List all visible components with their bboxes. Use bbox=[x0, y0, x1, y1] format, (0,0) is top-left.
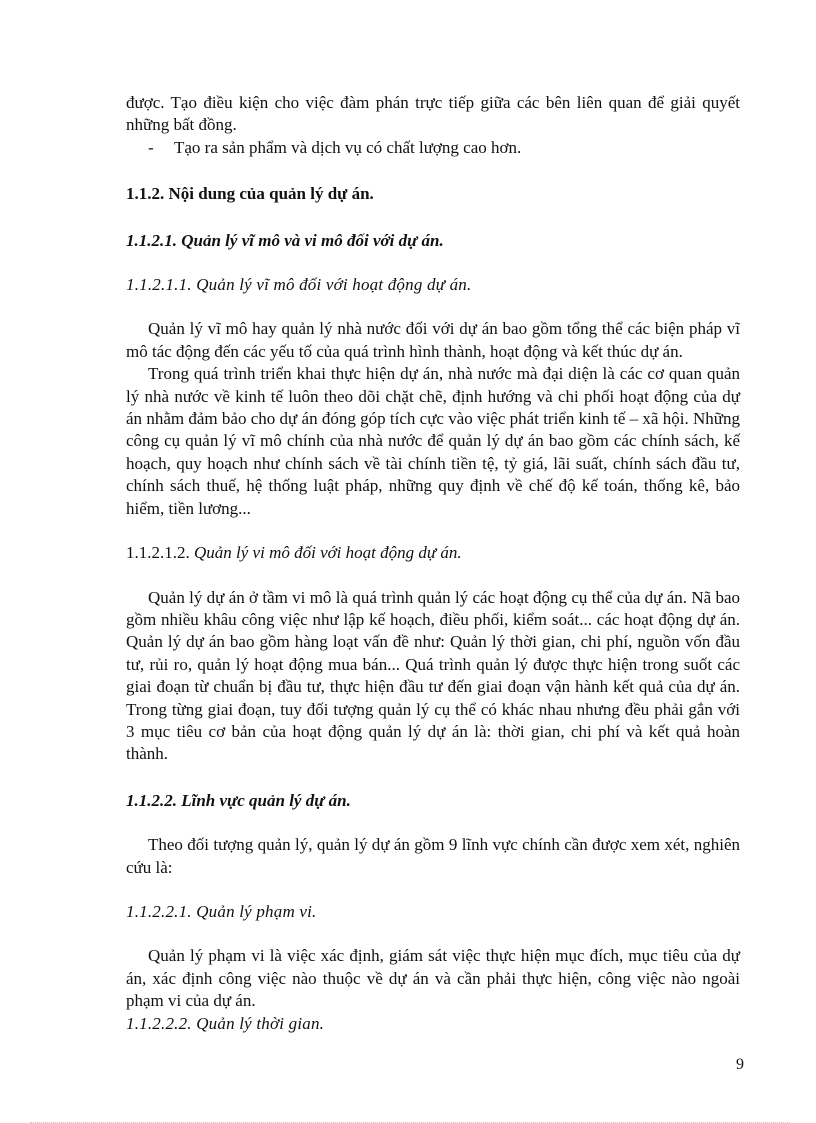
subsection-heading-fields: 1.1.2.2. Lĩnh vực quản lý dự án. bbox=[126, 790, 351, 810]
heading-macro-management: 1.1.2.1.1. Quản lý vĩ mô đối với hoạt động dự án. bbox=[126, 275, 472, 295]
bullet-text: Tạo ra sản phẩm và dịch vụ có chất lượng cao hơn. bbox=[174, 137, 522, 157]
heading-time-management: 1.1.2.2.2. Quản lý thời gian. bbox=[126, 1013, 325, 1033]
paragraph-macro-tools: Trong quá trình triển khai thực hiện dự án, nhà nước mà đại diện là các cơ quan quản lý nhà nước về kinh tế luôn theo dõi chặt chẽ, định hướng và chi phối hoạt động của dự án nhằm đảm bảo cho dự án đóng góp tích cực vào việc phát triển kinh tế – xã hội. Những công cụ quản lý vĩ mô chính của nhà nước để quản lý dự án bao gồm các chính sách, kế hoạch, quy hoạch như chính sách về tài chính tiền tệ, tỷ giá, lãi suất, chính sách đầu tư, chính sách thuế, hệ thống luật pháp, những quy định về chế độ kế toán, thống kê, bảo hiểm, tiền lương... bbox=[126, 364, 740, 518]
paragraph-scope-management: Quản lý phạm vi là việc xác định, giám sát việc thực hiện mục đích, mục tiêu của dự án, xác định công việc nào thuộc về dự án và cần phải thực hiện, công việc nào ngoài phạm vi của dự án. bbox=[126, 946, 740, 1011]
bullet-dash: - bbox=[148, 137, 154, 157]
heading-scope-management: 1.1.2.2.1. Quản lý phạm vi. bbox=[126, 901, 317, 921]
subsection-heading-macro-micro: 1.1.2.1. Quản lý vĩ mô và vi mô đối với dự án. bbox=[126, 230, 444, 250]
paragraph-macro-definition: Quản lý vĩ mô hay quản lý nhà nước đối với dự án bao gồm tổng thể các biện pháp vĩ mô tác động đến các yếu tố của quá trình hình thành, hoạt động và kết thúc dự án. bbox=[126, 319, 740, 361]
paragraph-fields-intro: Theo đối tượng quản lý, quản lý dự án gồm 9 lĩnh vực chính cần được xem xét, nghiên cứu là: bbox=[126, 835, 740, 877]
section-heading: 1.1.2. Nội dung của quản lý dự án. bbox=[126, 184, 374, 204]
page-number: 9 bbox=[736, 1056, 744, 1073]
continuation-paragraph: được. Tạo điều kiện cho việc đàm phán trực tiếp giữa các bên liên quan để giải quyết những bất đồng. bbox=[126, 93, 740, 135]
page-body bbox=[126, 92, 740, 1035]
paragraph-micro-management: Quản lý dự án ở tầm vi mô là quá trình quản lý các hoạt động cụ thể của dự án. Nã bao gồm nhiều khâu công việc như lập kế hoạch, điều phối, kiểm soát... các hoạt động dự án. Quản lý dự án bao gồm hàng loạt vấn đề như: Quản lý thời gian, chi phí, nguồn vốn đầu tư, rủi ro, quản lý hoạt động mua bán... Quá trình quản lý được thực hiện trong suốt các giai đoạn từ chuẩn bị đầu tư, thực hiện đầu tư đến giai đoạn vận hành kết quả của dự án. Trong từng giai đoạn, tuy đối tượng quản lý cụ thể có khác nhau nhưng đều phải gắn với 3 mục tiêu cơ bản của hoạt động quản lý dự án là: thời gian, chi phí và kết quả hoàn thành. bbox=[126, 587, 740, 764]
bullet-item bbox=[126, 137, 740, 159]
heading-micro-management bbox=[126, 542, 740, 564]
heading-micro-title: Quản lý vi mô đối với hoạt động dự án. bbox=[194, 543, 462, 563]
heading-micro-number: 1.1.2.1.2. bbox=[126, 543, 190, 563]
